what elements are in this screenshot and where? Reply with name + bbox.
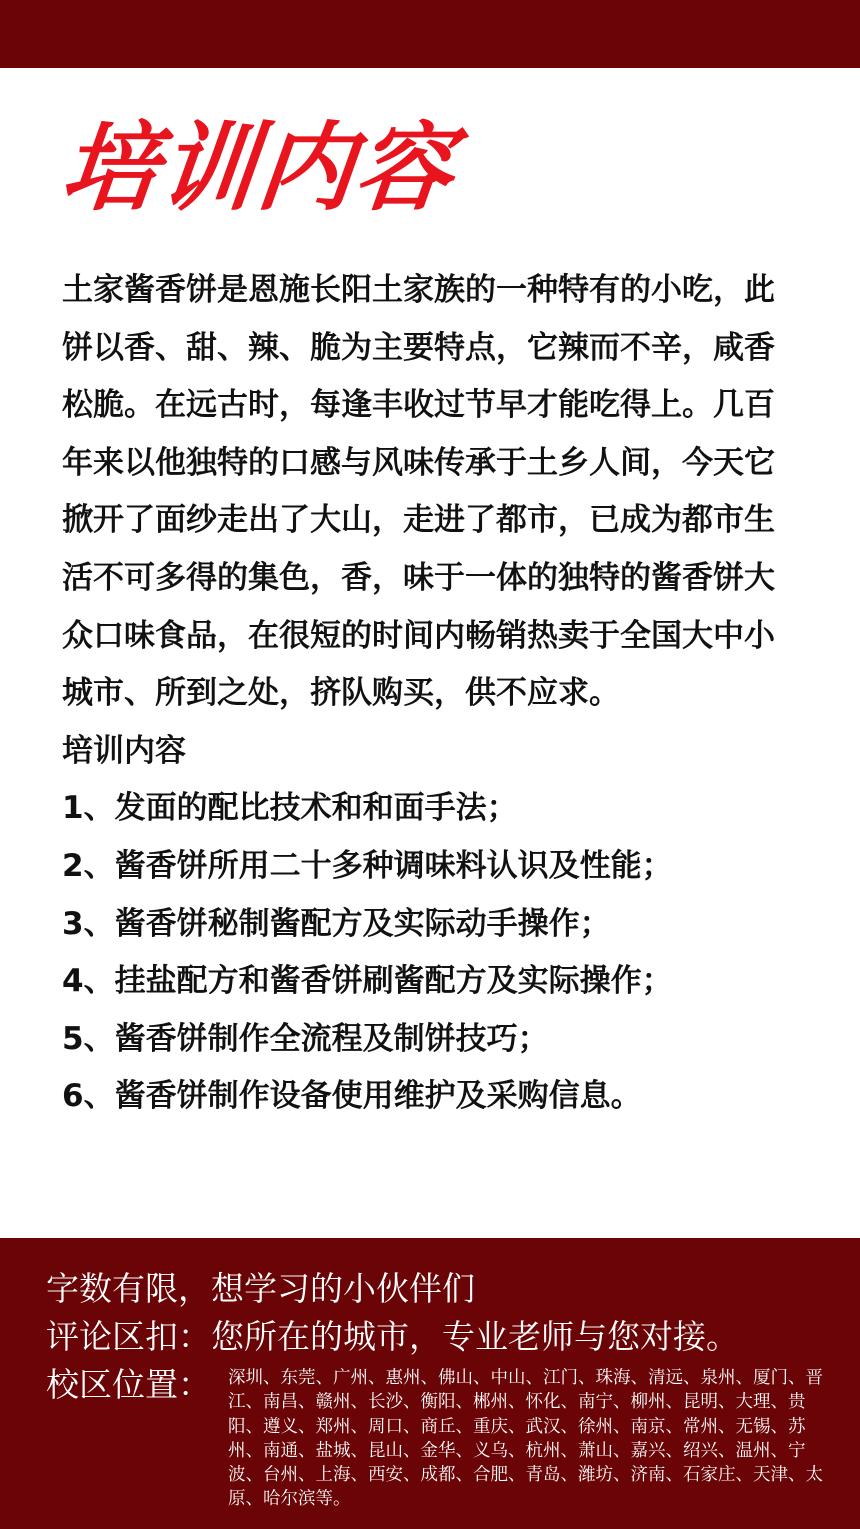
- campus-list: 深圳、东莞、广州、惠州、佛山、中山、江门、珠海、清远、泉州、厦门、晋江、南昌、赣州、长沙、衡阳、郴州、怀化、南宁、柳州、昆明、大理、贵阳、遵义、郑州、周口、商丘、重庆、武汉、徐州、南京、常州、无锡、苏州、南通、盐城、昆山、金华、义乌、杭州、萧山、嘉兴、绍兴、温州、宁波、台州、上海、西安、成都、合肥、青岛、潍坊、济南、石家庄、天津、太原、哈尔滨等。: [228, 1368, 823, 1510]
- cta-line-1: 字数有限，想学习的小伙伴们: [46, 1269, 475, 1308]
- cta-line-2: 评论区扣：您所在的城市，专业老师与您对接。: [46, 1317, 739, 1356]
- page-title: 培训内容: [56, 112, 460, 224]
- footer-banner: [0, 1238, 860, 1529]
- list-item: 3、酱香饼秘制酱配方及实际动手操作；: [62, 905, 611, 942]
- list-item: 5、酱香饼制作全流程及制饼技巧；: [62, 1020, 549, 1057]
- list-item: 1、发面的配比技术和和面手法；: [62, 790, 518, 827]
- intro-paragraph: 土家酱香饼是恩施长阳土家族的一种特有的小吃，此饼以香、甜、辣、脆为主要特点，它辣而不辛，咸香松脆。在远古时，每逢丰收过节早才能吃得上。几百年来以他独特的口感与风味传承于土乡人间，今天它掀开了面纱走出了大山，走进了都市，已成为都市生活不可多得的集色，香，味于一体的独特的酱香饼大众口味食品，在很短的时间内畅销热卖于全国大中小城市、所到之处，挤队购买，供不应求。: [62, 272, 775, 712]
- article-body: [62, 262, 802, 1126]
- campus-label: 校区位置：: [46, 1365, 211, 1404]
- list-item: 4、挂盐配方和酱香饼刷酱配方及实际操作；: [62, 963, 673, 1000]
- list-item: 2、酱香饼所用二十多种调味料认识及性能；: [62, 847, 673, 884]
- list-item: 6、酱香饼制作设备使用维护及采购信息。: [62, 1078, 642, 1115]
- section-heading: 培训内容: [62, 732, 186, 769]
- top-banner: [0, 0, 860, 68]
